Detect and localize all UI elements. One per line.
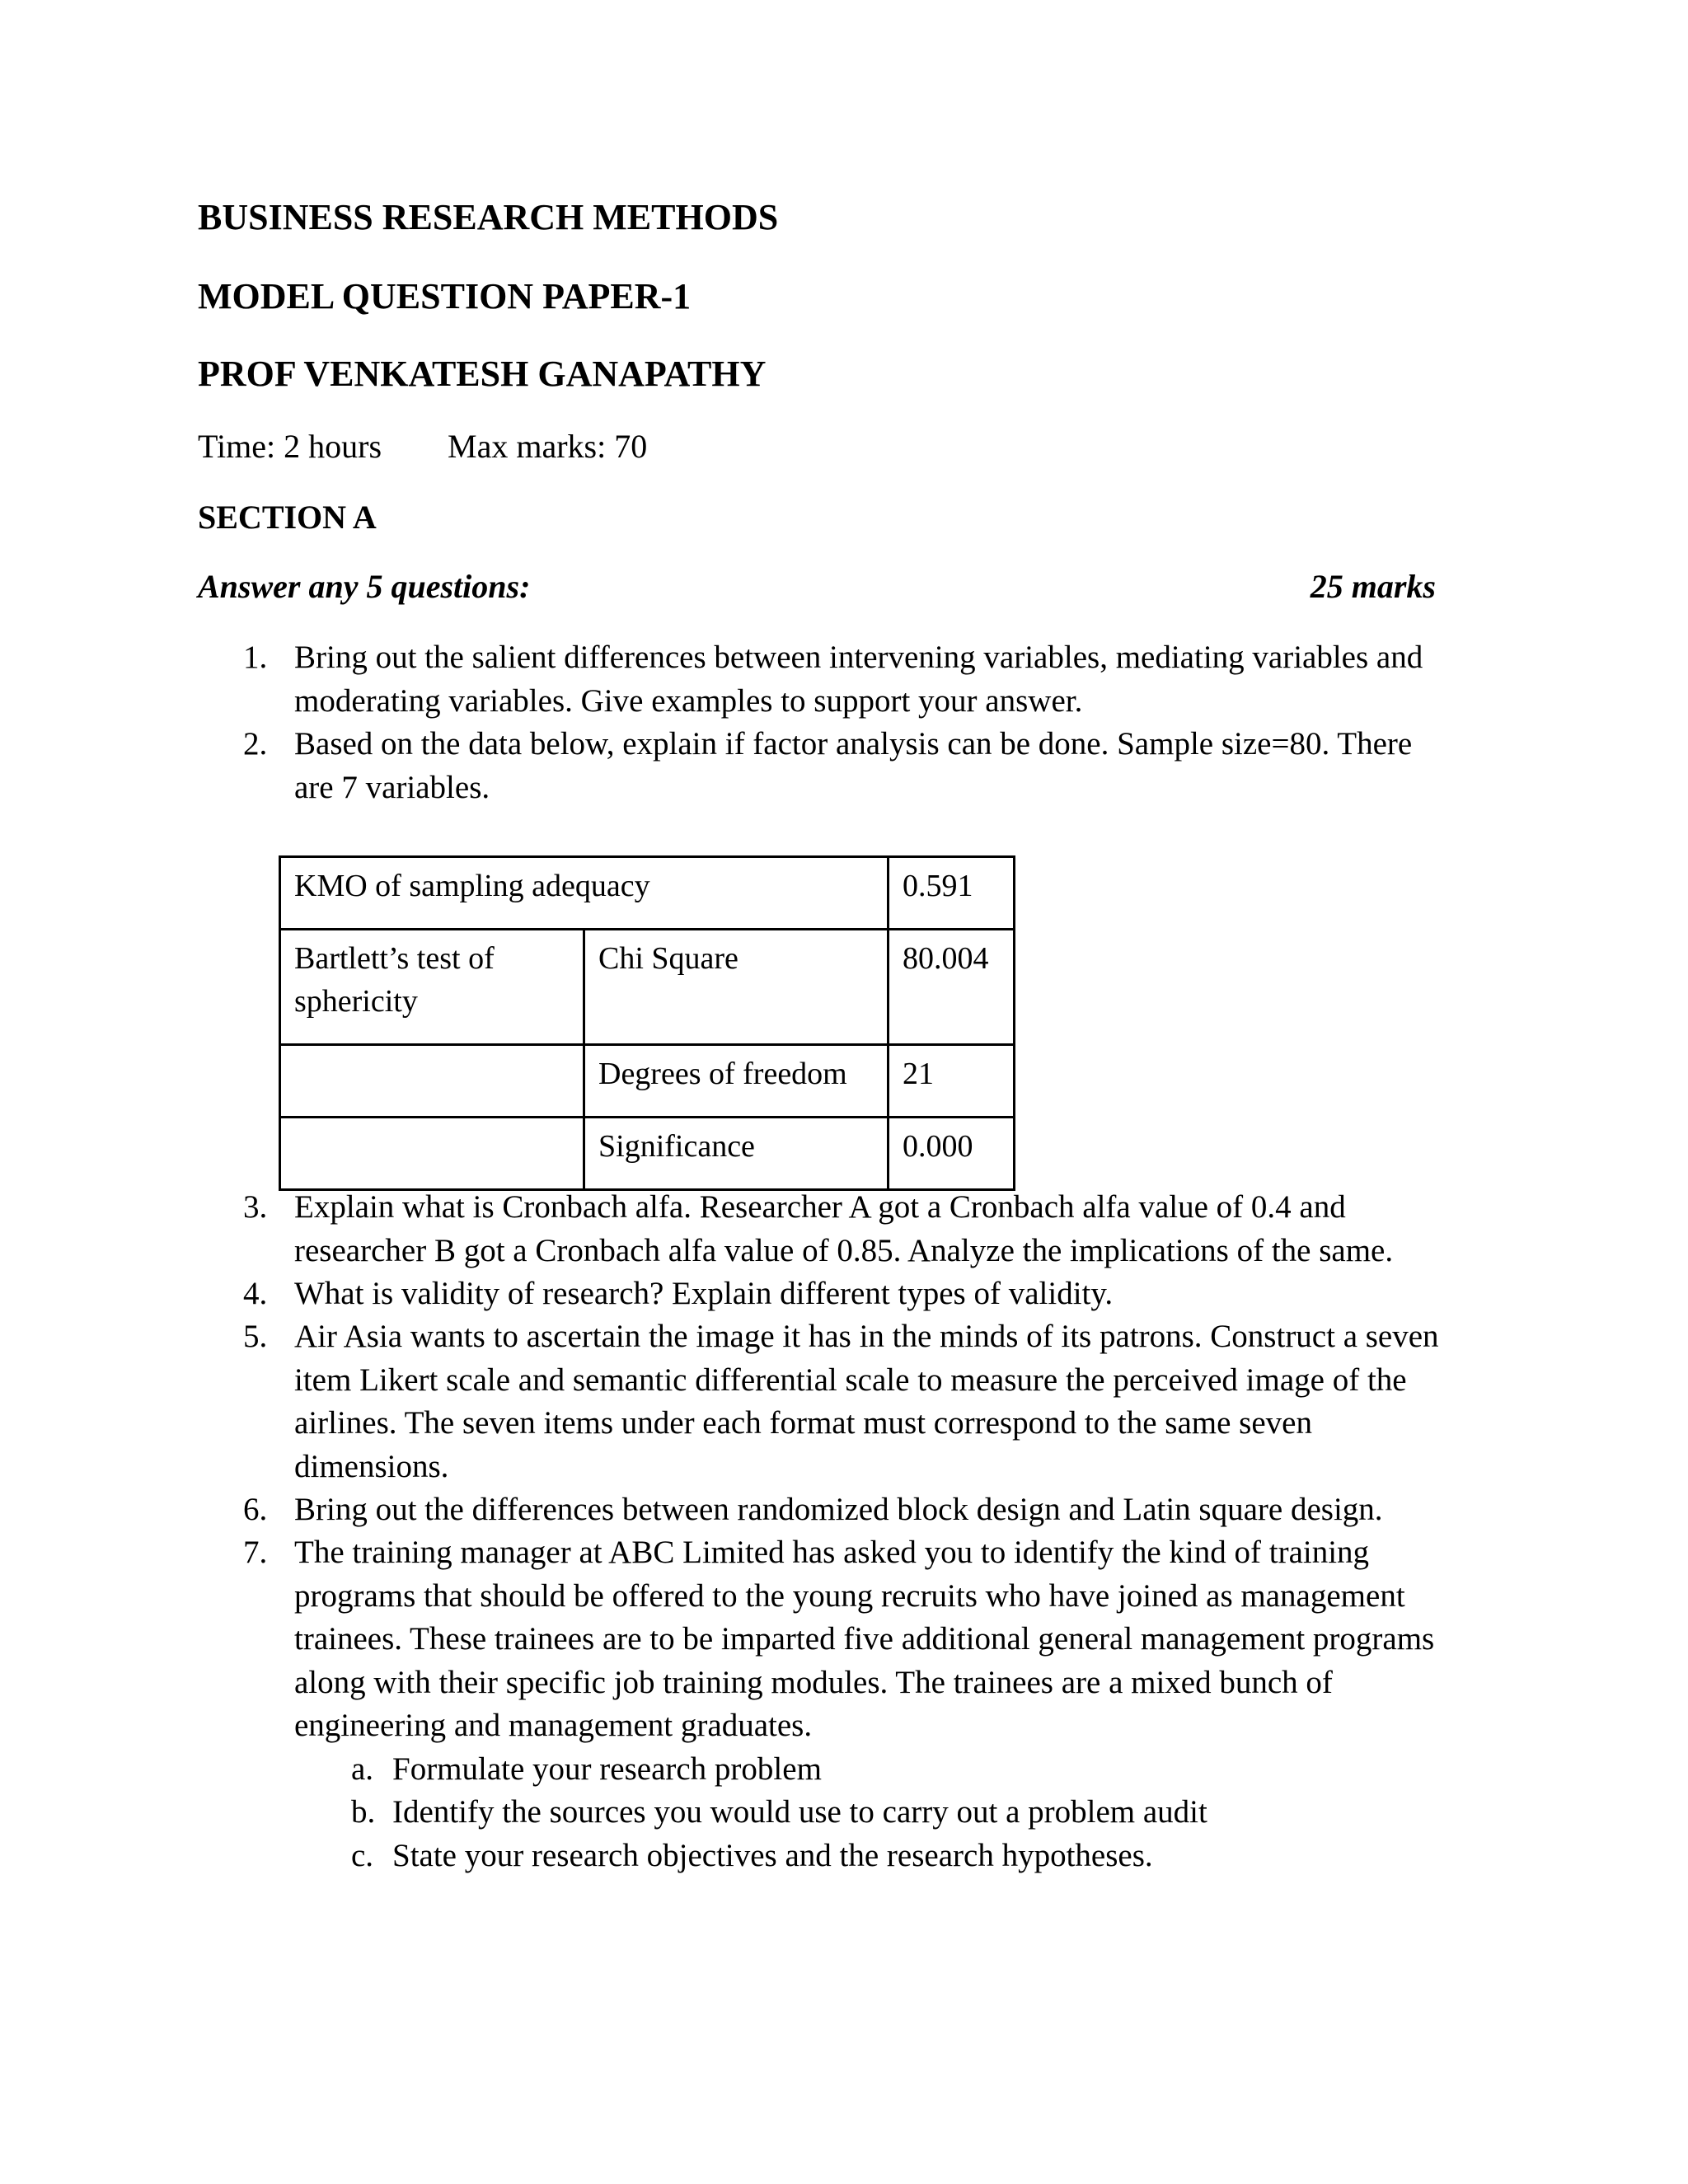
max-marks-label: Max marks: 70 (448, 428, 648, 465)
question-number: 3. (243, 1189, 268, 1225)
exam-meta (198, 427, 647, 466)
question-line: Based on the data below, explain if factor analysis can be done. Sample size=80. There (294, 726, 1413, 762)
question-line: engineering and management graduates. (294, 1708, 813, 1743)
factor-analysis-table (279, 855, 1015, 1191)
subquestion-text: State your research objectives and the research hypotheses. (392, 1838, 1153, 1873)
question-number: 4. (243, 1276, 268, 1311)
kmo-value-cell (889, 857, 1015, 930)
time-label: Time: 2 hours (198, 428, 382, 465)
section-instruction: Answer any 5 questions: (198, 568, 531, 605)
question-line: What is validity of research? Explain different types of validity. (294, 1276, 1114, 1311)
question-3 (243, 1186, 1448, 1272)
question-line: airlines. The seven items under each format must correspond to the same seven (294, 1405, 1312, 1441)
question-line: along with their specific job training modules. The trainees are a mixed bunch of (294, 1664, 1333, 1700)
sig-value: 0.000 (903, 1129, 973, 1164)
question-line: item Likert scale and semantic differential scale to measure the perceived image of the (294, 1361, 1407, 1398)
sig-value-cell (889, 1118, 1015, 1190)
question-line: researcher B got a Cronbach alfa value of 0.85. Analyze the implications of the same. (294, 1232, 1394, 1268)
question-line: The training manager at ABC Limited has asked you to identify the kind of training (294, 1535, 1370, 1570)
subquestion-a (351, 1748, 822, 1792)
bartlett-label-line: sphericity (294, 984, 418, 1019)
question-line: Bring out the differences between randomized block design and Latin square design. (294, 1492, 1383, 1527)
question-line: Air Asia wants to ascertain the image it has in the minds of its patrons. Construct a seven (294, 1319, 1439, 1354)
df-label-cell (584, 1045, 889, 1118)
question-number: 6. (243, 1492, 268, 1527)
question-7 (243, 1531, 1448, 1748)
subquestion-text: Identify the sources you would use to carry out a problem audit (392, 1794, 1207, 1830)
subquestion-letter: b. (351, 1794, 376, 1830)
table-row (280, 930, 1015, 1045)
df-value: 21 (903, 1057, 934, 1091)
question-line: programs that should be offered to the young recruits who have joined as management (294, 1577, 1405, 1614)
question-6 (243, 1488, 1448, 1532)
sig-label-cell (584, 1118, 889, 1190)
table-row (280, 857, 1015, 930)
subquestion-letter: a. (351, 1751, 374, 1787)
empty-cell (280, 1118, 584, 1190)
kmo-label: KMO of sampling adequacy (294, 869, 650, 903)
subquestion-b (351, 1791, 1207, 1835)
document-subtitle: MODEL QUESTION PAPER-1 (198, 276, 692, 316)
question-line: trainees. These trainees are to be imparted five additional general management programs (294, 1621, 1435, 1657)
df-label: Degrees of freedom (598, 1057, 847, 1091)
question-line: moderating variables. Give examples to support your answer. (294, 682, 1083, 719)
kmo-value: 0.591 (903, 869, 973, 903)
question-number: 7. (243, 1535, 268, 1570)
section-marks: 25 marks (1310, 568, 1436, 605)
question-5 (243, 1315, 1448, 1488)
question-number: 2. (243, 726, 268, 762)
section-title: SECTION A (198, 499, 377, 536)
document-title: BUSINESS RESEARCH METHODS (198, 197, 779, 237)
question-line: dimensions. (294, 1448, 449, 1484)
bartlett-label-line: Bartlett’s test of (294, 941, 495, 976)
subquestion-text: Formulate your research problem (392, 1751, 822, 1787)
question-4 (243, 1272, 1448, 1316)
bartlett-label-cell (280, 930, 584, 1045)
question-line: Explain what is Cronbach alfa. Researcher A got a Cronbach alfa value of 0.4 and (294, 1189, 1346, 1225)
chi-label-cell (584, 930, 889, 1045)
table-row (280, 1118, 1015, 1190)
chi-value-cell (889, 930, 1015, 1045)
question-number: 5. (243, 1319, 268, 1354)
question-number: 1. (243, 640, 268, 675)
empty-cell (280, 1045, 584, 1118)
question-2 (243, 723, 1448, 809)
question-1 (243, 636, 1448, 723)
df-value-cell (889, 1045, 1015, 1118)
chi-label: Chi Square (598, 941, 738, 976)
subquestion-letter: c. (351, 1838, 374, 1873)
subquestion-c (351, 1835, 1153, 1878)
table-row (280, 1045, 1015, 1118)
question-line: are 7 variables. (294, 769, 490, 805)
chi-value: 80.004 (903, 941, 989, 976)
kmo-label-cell (280, 857, 889, 930)
question-line: Bring out the salient differences between intervening variables, mediating variables and (294, 640, 1423, 675)
sig-label: Significance (598, 1129, 755, 1164)
document-author: PROF VENKATESH GANAPATHY (198, 354, 767, 394)
